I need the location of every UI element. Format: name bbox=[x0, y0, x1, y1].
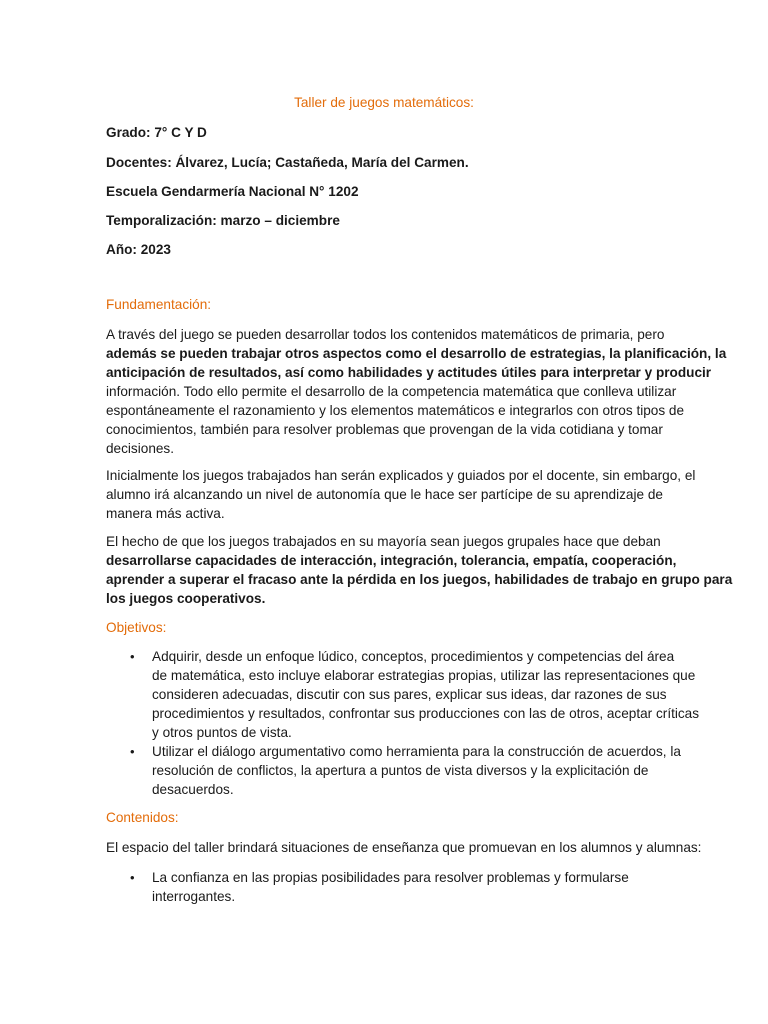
bullet-icon: • bbox=[130, 649, 135, 664]
fundamentacion-p3-line: desarrollarse capacidades de interacción, integración, tolerancia, empatía, cooperación, bbox=[106, 553, 677, 568]
escuela-line: Escuela Gendarmería Nacional N° 1202 bbox=[106, 184, 359, 199]
fundamentacion-p2-line: alumno irá alcanzando un nivel de autonomía que le hace ser partícipe de su aprendizaje de bbox=[106, 487, 663, 502]
temporalizacion-line: Temporalización: marzo – diciembre bbox=[106, 213, 340, 228]
objetivo-1-line: Adquirir, desde un enfoque lúdico, conceptos, procedimientos y competencias del área bbox=[152, 649, 675, 664]
grado-line: Grado: 7° C Y D bbox=[106, 125, 207, 140]
objetivos-heading: Objetivos: bbox=[106, 620, 167, 635]
contenido-1-line: La confianza en las propias posibilidades para resolver problemas y formularse bbox=[152, 870, 629, 885]
fundamentacion-p1-line: además se pueden trabajar otros aspectos como el desarrollo de estrategias, la planificación, la bbox=[106, 346, 727, 361]
fundamentacion-p1-line: espontáneamente el razonamiento y los elementos matemáticos e integrarlos con otros tipos de bbox=[106, 403, 685, 418]
document-title: Taller de juegos matemáticos: bbox=[294, 95, 474, 110]
objetivo-1-line: consideren adecuadas, discutir con sus pares, explicar sus ideas, dar razones de sus bbox=[152, 687, 667, 702]
anio-line: Año: 2023 bbox=[106, 242, 171, 257]
fundamentacion-p3-line: aprender a superar el fracaso ante la pérdida en los juegos, habilidades de trabajo en grupo para bbox=[106, 572, 733, 587]
objetivo-2-line: Utilizar el diálogo argumentativo como herramienta para la construcción de acuerdos, la bbox=[152, 744, 681, 759]
objetivo-1-line: de matemática, esto incluye elaborar estrategias propias, utilizar las representaciones que bbox=[152, 668, 696, 683]
fundamentacion-p1-line: decisiones. bbox=[106, 441, 175, 456]
contenido-1-line: interrogantes. bbox=[152, 889, 236, 904]
fundamentacion-p2-line: Inicialmente los juegos trabajados han serán explicados y guiados por el docente, sin embargo, el bbox=[106, 468, 696, 483]
objetivo-1-line: procedimientos y resultados, confrontar sus producciones con las de otros, aceptar críticas bbox=[152, 706, 700, 721]
objetivo-1-line: y otros puntos de vista. bbox=[152, 725, 292, 740]
docentes-line: Docentes: Álvarez, Lucía; Castañeda, María del Carmen. bbox=[106, 155, 469, 170]
fundamentacion-p1-line: información. Todo ello permite el desarrollo de la competencia matemática que conlleva utilizar bbox=[106, 384, 677, 399]
contenidos-heading: Contenidos: bbox=[106, 810, 179, 825]
contenidos-intro: El espacio del taller brindará situaciones de enseñanza que promuevan en los alumnos y alumnas: bbox=[106, 840, 702, 855]
fundamentacion-p1-line: conocimientos, también para resolver problemas que provengan de la vida cotidiana y tomar bbox=[106, 422, 663, 437]
bullet-icon: • bbox=[130, 744, 135, 759]
fundamentacion-p1-line: A través del juego se pueden desarrollar todos los contenidos matemáticos de primaria, pero bbox=[106, 327, 665, 342]
fundamentacion-p3-line: los juegos cooperativos. bbox=[106, 591, 266, 606]
fundamentacion-heading: Fundamentación: bbox=[106, 297, 212, 312]
fundamentacion-p2-line: manera más activa. bbox=[106, 506, 225, 521]
objetivo-2-line: resolución de conflictos, la apertura a puntos de vista diversos y la explicitación de bbox=[152, 763, 649, 778]
fundamentacion-p1-line: anticipación de resultados, así como habilidades y actitudes útiles para interpretar y producir bbox=[106, 365, 712, 380]
objetivo-2-line: desacuerdos. bbox=[152, 782, 234, 797]
fundamentacion-p3-line: El hecho de que los juegos trabajados en su mayoría sean juegos grupales hace que deban bbox=[106, 534, 661, 549]
bullet-icon: • bbox=[130, 870, 135, 885]
